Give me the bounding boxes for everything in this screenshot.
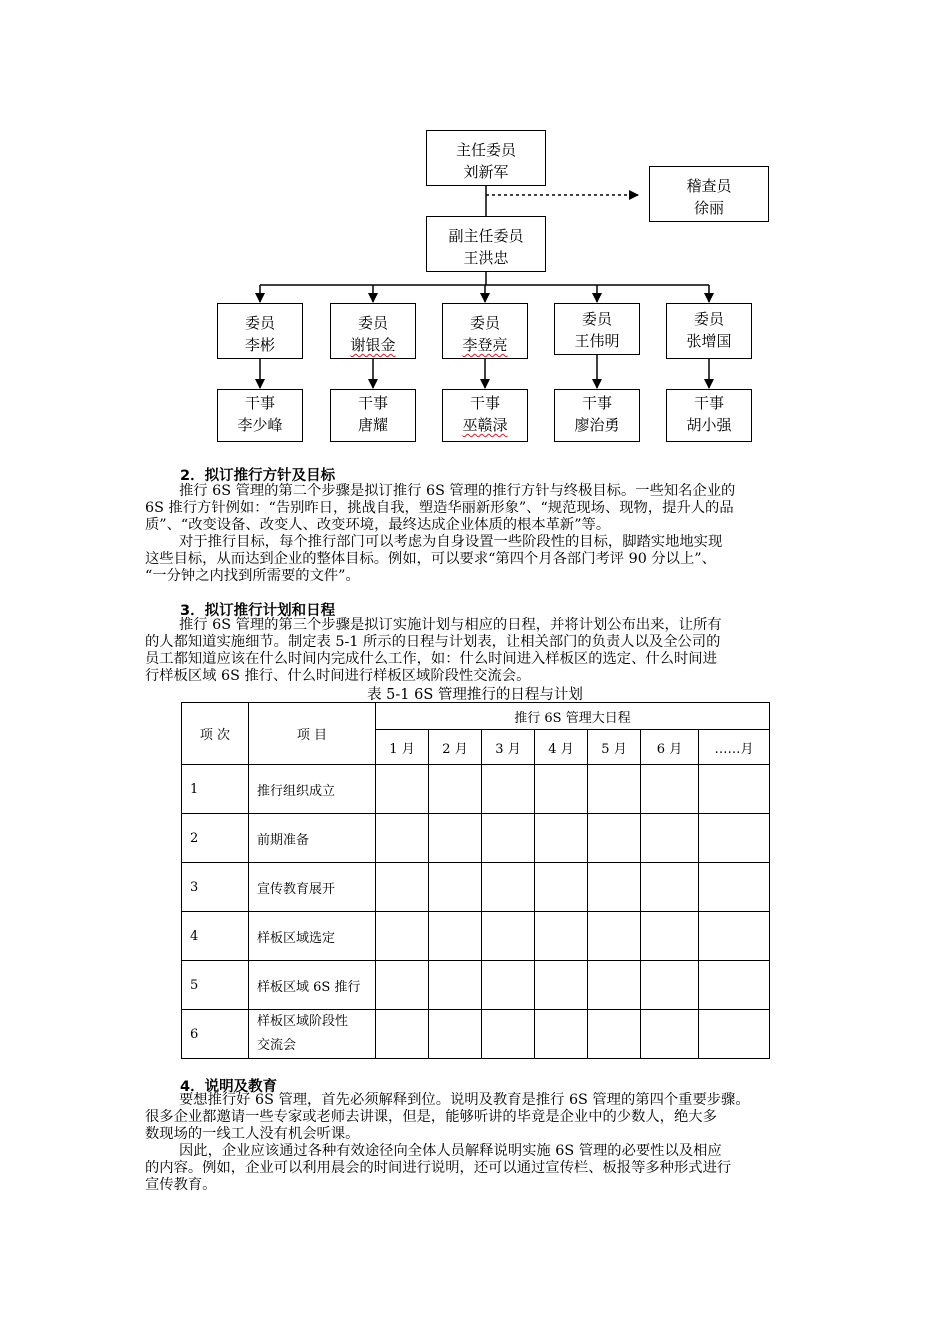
row-item: 推行组织成立 (249, 765, 376, 814)
table-row (182, 961, 770, 1010)
member-title: 委员 (244, 314, 275, 332)
text-line: 这些目标，从而达到企业的整体目标。例如，可以要求“第四个月各部门考评 90 分以上”、 (145, 551, 716, 567)
auditor-title: 稽查员 (686, 177, 732, 195)
row-item-line: 样板区域阶段性 (257, 1014, 349, 1029)
staff-name: 李少峰 (237, 416, 283, 434)
member-name: 李彬 (244, 336, 275, 354)
table-header-row (182, 703, 770, 730)
member-box-5 (666, 303, 752, 359)
staff-name: 胡小强 (686, 416, 732, 434)
header-item-no: 项 次 (182, 703, 249, 765)
header-month: 2 月 (429, 730, 482, 765)
schedule-table (181, 702, 770, 1059)
member-box-4 (554, 303, 640, 355)
member-box-1 (217, 303, 303, 359)
section3-heading: 3．拟订推行计划和日程 (180, 603, 336, 619)
staff-box-2 (330, 389, 416, 442)
staff-title: 干事 (693, 394, 724, 412)
row-item: 前期准备 (249, 814, 376, 863)
auditor-name: 徐丽 (693, 199, 724, 217)
member-box-2 (330, 303, 416, 359)
text-line: 行样板区域 6S 推行、什么时间进行样板区域阶段性交流会。 (145, 668, 531, 684)
row-item-line: 交流会 (257, 1038, 297, 1053)
member-title: 委员 (469, 314, 500, 332)
header-month: 1 月 (376, 730, 429, 765)
text-line: 很多企业都邀请一些专家或老师去讲课，但是，能够听讲的毕竟是企业中的少数人，绝大多 (145, 1109, 717, 1125)
row-no: 5 (182, 961, 249, 1010)
staff-title: 干事 (581, 394, 612, 412)
text-line: “一分钟之内找到所需要的文件”。 (145, 568, 360, 584)
header-month: 6 月 (641, 730, 699, 765)
section4-heading: 4．说明及教育 (180, 1079, 278, 1095)
chairman-title: 主任委员 (455, 141, 516, 159)
table-row (182, 912, 770, 961)
chairman-box (426, 130, 546, 186)
section2-paragraph-2 (145, 534, 813, 585)
text-line: 的内容。例如，企业可以利用晨会的时间进行说明，还可以通过宣传栏、板报等多种形式进行 (145, 1160, 732, 1176)
table-caption: 表 5-1 6S 管理推行的日程与计划 (367, 687, 583, 703)
table-row (182, 765, 770, 814)
member-name: 谢银金 (350, 336, 396, 354)
header-month: 4 月 (535, 730, 588, 765)
header-month: 3 月 (482, 730, 535, 765)
staff-box-3 (442, 389, 528, 442)
member-name: 王伟明 (574, 332, 620, 350)
text-line: 数现场的一线工人没有机会听课。 (145, 1126, 360, 1142)
row-no: 3 (182, 863, 249, 912)
member-name: 李登亮 (462, 336, 508, 354)
row-no: 4 (182, 912, 249, 961)
chairman-name: 刘新军 (463, 163, 509, 181)
staff-title: 干事 (244, 394, 275, 412)
member-title: 委员 (357, 314, 388, 332)
text-line: 推行 6S 管理的第三个步骤是拟订实施计划与相应的日程，并将计划公布出来，让所有 (179, 617, 722, 633)
text-line: 要想推行好 6S 管理，首先必须解释到位。说明及教育是推行 6S 管理的第四个重要步骤。 (179, 1092, 750, 1108)
staff-box-5 (666, 389, 752, 442)
header-schedule-group: 推行 6S 管理大日程 (376, 703, 770, 730)
table-row (182, 863, 770, 912)
header-month: ……月 (699, 730, 770, 765)
section4-paragraph-1 (145, 1092, 813, 1143)
section4-paragraph-2 (145, 1143, 813, 1194)
text-line: 因此，企业应该通过各种有效途径向全体人员解释说明实施 6S 管理的必要性以及相应 (179, 1143, 722, 1159)
row-item: 宣传教育展开 (249, 863, 376, 912)
member-name: 张增国 (686, 332, 732, 350)
text-line: 宣传教育。 (145, 1177, 217, 1193)
staff-title: 干事 (469, 394, 500, 412)
text-line: 的人都知道实施细节。制定表 5-1 所示的日程与计划表，让相关部门的负责人以及全公司的 (145, 634, 721, 650)
staff-box-4 (554, 389, 640, 442)
text-line: 质”、“改变设备、改变人、改变环境，最终达成企业体质的根本革新”等。 (145, 517, 611, 533)
vice-chairman-name: 王洪忠 (463, 249, 509, 267)
text-line: 推行 6S 管理的第二个步骤是拟订推行 6S 管理的推行方针与终极目标。一些知名企业的 (179, 483, 736, 499)
text-line: 6S 推行方针例如：“告别昨日，挑战自我，塑造华丽新形象”、“规范现场、现物，提升人的品 (145, 500, 734, 516)
section3-paragraph-1 (145, 617, 813, 685)
table-row (182, 1010, 770, 1059)
row-no: 6 (182, 1010, 249, 1059)
table-row (182, 814, 770, 863)
text-line: 员工都知道应该在什么时间内完成什么工作，如：什么时间进入样板区的选定、什么时间进 (145, 651, 717, 667)
staff-name: 唐耀 (357, 416, 388, 434)
row-no: 2 (182, 814, 249, 863)
row-no: 1 (182, 765, 249, 814)
row-item (249, 1010, 376, 1059)
vice-chairman-title: 副主任委员 (448, 227, 524, 245)
staff-box-1 (217, 389, 303, 442)
section2-paragraph-1 (145, 483, 813, 534)
header-item: 项 目 (249, 703, 376, 765)
section2-heading: 2．拟订推行方针及目标 (180, 468, 336, 484)
member-title: 委员 (693, 310, 724, 328)
text-line: 对于推行目标，每个推行部门可以考虑为自身设置一些阶段性的目标，脚踏实地地实现 (179, 534, 723, 550)
member-title: 委员 (581, 310, 612, 328)
row-item: 样板区域 6S 推行 (249, 961, 376, 1010)
staff-name: 廖治勇 (574, 416, 620, 434)
member-box-3 (442, 303, 528, 359)
vice-chairman-box (426, 216, 546, 272)
staff-title: 干事 (357, 394, 388, 412)
staff-name: 巫赣渌 (462, 416, 508, 434)
row-item: 样板区域选定 (249, 912, 376, 961)
header-month: 5 月 (588, 730, 641, 765)
auditor-box (649, 166, 769, 222)
